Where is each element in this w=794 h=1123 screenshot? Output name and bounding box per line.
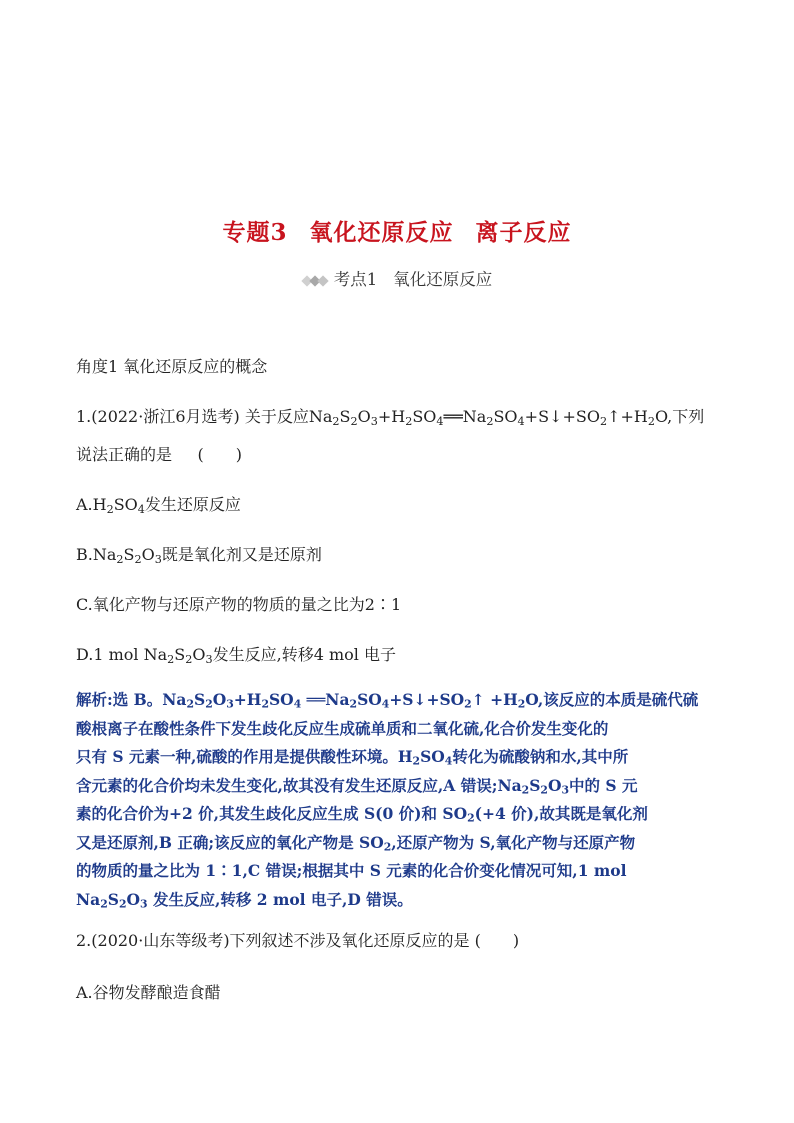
question-1-option-b: $B.Na_2S_2O_3$既是氧化剂又是还原剂 bbox=[76, 545, 322, 566]
question-1-explanation bbox=[76, 686, 722, 914]
diamond-ornament-icon bbox=[302, 274, 328, 288]
explanation-line: 含元素的化合价均未发生变化,故其没有发生还原反应,A 错误$;Na_2S_2O_3$中的 S 元 bbox=[76, 775, 638, 797]
title-topic-b: 离子反应 bbox=[475, 219, 572, 246]
subtitle-point-number: 考点1 bbox=[333, 270, 378, 289]
title-topic-a: 氧化还原反应 bbox=[309, 219, 454, 246]
title-topic-number: 专题3 bbox=[222, 219, 288, 246]
explanation-line: 酸根离子在酸性条件下发生歧化反应生成硫单质和二氧化硫,化合价发生变化的 bbox=[76, 718, 609, 738]
question-1-option-a: $A.H_2SO_4$发生还原反应 bbox=[76, 495, 241, 516]
section-heading: 角度1 氧化还原反应的概念 bbox=[76, 357, 268, 376]
question-2-option-a: A.谷物发酵酿造食醋 bbox=[76, 983, 221, 1002]
explanation-line: 解析:选 B。$Na_2S_2O_3+H_2SO_4$ $══Na_2SO_4+S↓+SO_2↑ +H_2O$,该反应的本质是硫代硫 bbox=[76, 690, 699, 711]
explanation-line: 的物质的量之比为 1∶1,C 错误;根据其中 S 元素的化合价变化情况可知,1 mol bbox=[76, 861, 627, 880]
question-1-stem-line-1: 1.(2022·浙江6月选考) 关于反应$Na_2S_2O_3+H_2SO_4══Na_2SO_4+S↓+SO_2↑+H_2O$,下列 bbox=[76, 407, 705, 428]
question-2-stem: 2.(2020·山东等级考)下列叙述不涉及氧化还原反应的是 ( ) bbox=[76, 931, 520, 950]
explanation-line: 又是还原剂,B 正确;该反应的氧化产物是 $SO_2$,还原产物为 S,氧化产物与还原产物 bbox=[76, 832, 636, 854]
explanation-line: 只有 S 元素一种,硫酸的作用是提供酸性环境。$H_2SO_4$转化为硫酸钠和水,其中所 bbox=[76, 747, 629, 768]
subtitle-point-name: 氧化还原反应 bbox=[393, 270, 493, 289]
question-1-stem-line-2: 说法正确的是 ( ) bbox=[76, 445, 242, 464]
explanation-line: $Na_2S_2O_3$ 发生反应,转移 2 mol 电子,D 错误。 bbox=[76, 889, 413, 911]
question-1-option-c: C.氧化产物与还原产物的物质的量之比为2∶1 bbox=[76, 595, 402, 614]
explanation-line: 素的化合价为+2 价,其发生歧化反应生成 S(0 价)和 $SO_2(+4$ 价),故其既是氧化剂 bbox=[76, 804, 648, 825]
page-subtitle bbox=[0, 266, 794, 290]
page-title bbox=[0, 214, 794, 247]
question-1-option-d: D.1 mol $Na_2S_2O_3$发生反应,转移4 mol 电子 bbox=[76, 645, 396, 666]
